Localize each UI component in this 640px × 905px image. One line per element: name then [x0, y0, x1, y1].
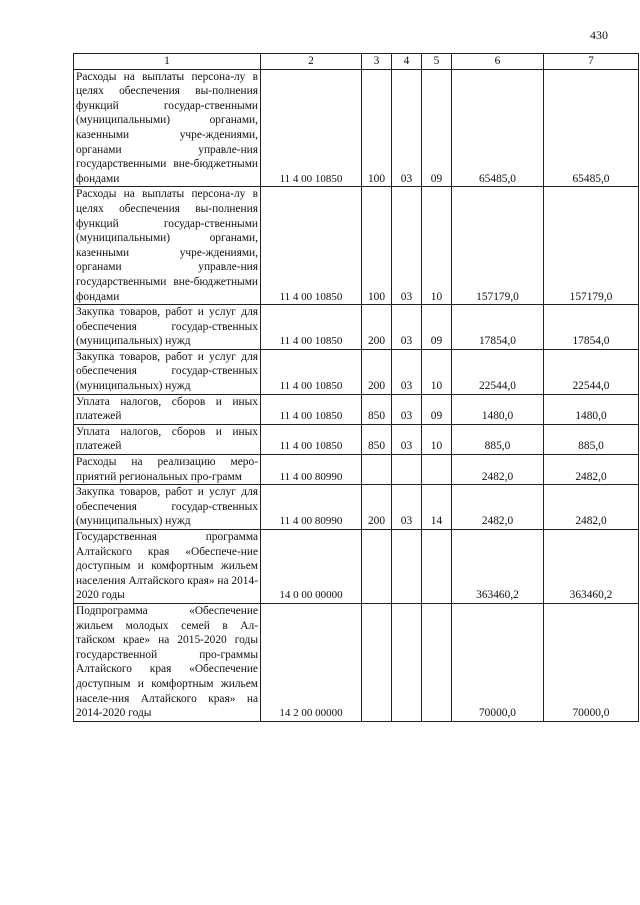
amount-1-cell: 70000,0 — [452, 603, 544, 721]
table-row — [74, 424, 639, 454]
section-cell — [392, 603, 422, 721]
target-article-cell: 14 2 00 00000 — [261, 603, 362, 721]
budget-table — [73, 53, 639, 722]
column-header: 2 — [261, 54, 362, 70]
table-row — [74, 603, 639, 721]
target-article-cell: 11 4 00 80990 — [261, 485, 362, 530]
subsection-cell — [422, 455, 452, 485]
row-name-cell: Закупка товаров, работ и услуг для обеспечения государ-ственных (муниципальных) нужд — [74, 349, 261, 394]
section-cell: 03 — [392, 349, 422, 394]
column-header: 5 — [422, 54, 452, 70]
section-cell — [392, 455, 422, 485]
amount-2-cell: 885,0 — [544, 424, 639, 454]
subsection-cell — [422, 603, 452, 721]
column-header: 6 — [452, 54, 544, 70]
section-cell: 03 — [392, 305, 422, 350]
expense-type-cell — [362, 530, 392, 604]
expense-type-cell: 850 — [362, 394, 392, 424]
amount-1-cell: 2482,0 — [452, 455, 544, 485]
target-article-cell: 11 4 00 10850 — [261, 187, 362, 305]
amount-1-cell: 2482,0 — [452, 485, 544, 530]
amount-1-cell: 157179,0 — [452, 187, 544, 305]
amount-1-cell: 1480,0 — [452, 394, 544, 424]
row-name-cell: Расходы на реализацию меро-приятий региональных про-грамм — [74, 455, 261, 485]
subsection-cell: 09 — [422, 394, 452, 424]
section-cell: 03 — [392, 69, 422, 187]
table-row — [74, 394, 639, 424]
table-row — [74, 349, 639, 394]
column-header: 7 — [544, 54, 639, 70]
page-number: 430 — [590, 28, 608, 42]
target-article-cell: 11 4 00 10850 — [261, 349, 362, 394]
section-cell: 03 — [392, 394, 422, 424]
target-article-cell: 11 4 00 10850 — [261, 305, 362, 350]
row-name-cell: Государственная программа Алтайского края «Обеспече-ние доступным и комфортным жильем населения Алтайского края» на 2014-2020 годы — [74, 530, 261, 604]
expense-type-cell: 850 — [362, 424, 392, 454]
header-row — [74, 54, 639, 70]
section-cell: 03 — [392, 424, 422, 454]
table-row — [74, 485, 639, 530]
subsection-cell: 10 — [422, 349, 452, 394]
expense-type-cell: 200 — [362, 349, 392, 394]
table-row — [74, 305, 639, 350]
amount-1-cell: 22544,0 — [452, 349, 544, 394]
subsection-cell: 09 — [422, 305, 452, 350]
row-name-cell: Закупка товаров, работ и услуг для обеспечения государ-ственных (муниципальных) нужд — [74, 305, 261, 350]
amount-2-cell: 70000,0 — [544, 603, 639, 721]
amount-1-cell: 363460,2 — [452, 530, 544, 604]
row-name-cell: Расходы на выплаты персона-лу в целях обеспечения вы-полнения функций государ-ственными (муниципальными) органами, казенными учре-ждениями, органами управле-ния государственными вне-бюджетными фондами — [74, 69, 261, 187]
amount-1-cell: 17854,0 — [452, 305, 544, 350]
row-name-cell: Закупка товаров, работ и услуг для обеспечения государ-ственных (муниципальных) нужд — [74, 485, 261, 530]
expense-type-cell: 200 — [362, 485, 392, 530]
amount-2-cell: 2482,0 — [544, 485, 639, 530]
amount-2-cell: 22544,0 — [544, 349, 639, 394]
section-cell: 03 — [392, 485, 422, 530]
table-row — [74, 455, 639, 485]
amount-2-cell: 2482,0 — [544, 455, 639, 485]
subsection-cell: 10 — [422, 187, 452, 305]
row-name-cell: Уплата налогов, сборов и иных платежей — [74, 424, 261, 454]
expense-type-cell: 200 — [362, 305, 392, 350]
subsection-cell: 10 — [422, 424, 452, 454]
expense-type-cell: 100 — [362, 187, 392, 305]
table-row — [74, 69, 639, 187]
amount-2-cell: 1480,0 — [544, 394, 639, 424]
column-header: 3 — [362, 54, 392, 70]
expense-type-cell — [362, 603, 392, 721]
subsection-cell: 09 — [422, 69, 452, 187]
table-row — [74, 187, 639, 305]
column-header: 1 — [74, 54, 261, 70]
amount-2-cell: 157179,0 — [544, 187, 639, 305]
row-name-cell: Уплата налогов, сборов и иных платежей — [74, 394, 261, 424]
target-article-cell: 11 4 00 80990 — [261, 455, 362, 485]
target-article-cell: 11 4 00 10850 — [261, 424, 362, 454]
subsection-cell: 14 — [422, 485, 452, 530]
amount-1-cell: 885,0 — [452, 424, 544, 454]
amount-2-cell: 65485,0 — [544, 69, 639, 187]
row-name-cell: Расходы на выплаты персона-лу в целях обеспечения вы-полнения функций государ-ственными (муниципальными) органами, казенными учре-ждениями, органами управле-ния государственными вне-бюджетными фондами — [74, 187, 261, 305]
column-header: 4 — [392, 54, 422, 70]
target-article-cell: 14 0 00 00000 — [261, 530, 362, 604]
row-name-cell: Подпрограмма «Обеспечение жильем молодых семей в Ал-тайском крае» на 2015-2020 годы государственной про-граммы Алтайского края «Обеспечение доступным и комфортным жильем населе-ния Алтайского края» на 2014-2020 годы — [74, 603, 261, 721]
section-cell — [392, 530, 422, 604]
table-row — [74, 530, 639, 604]
target-article-cell: 11 4 00 10850 — [261, 394, 362, 424]
expense-type-cell: 100 — [362, 69, 392, 187]
amount-1-cell: 65485,0 — [452, 69, 544, 187]
section-cell: 03 — [392, 187, 422, 305]
subsection-cell — [422, 530, 452, 604]
expense-type-cell — [362, 455, 392, 485]
amount-2-cell: 17854,0 — [544, 305, 639, 350]
amount-2-cell: 363460,2 — [544, 530, 639, 604]
target-article-cell: 11 4 00 10850 — [261, 69, 362, 187]
